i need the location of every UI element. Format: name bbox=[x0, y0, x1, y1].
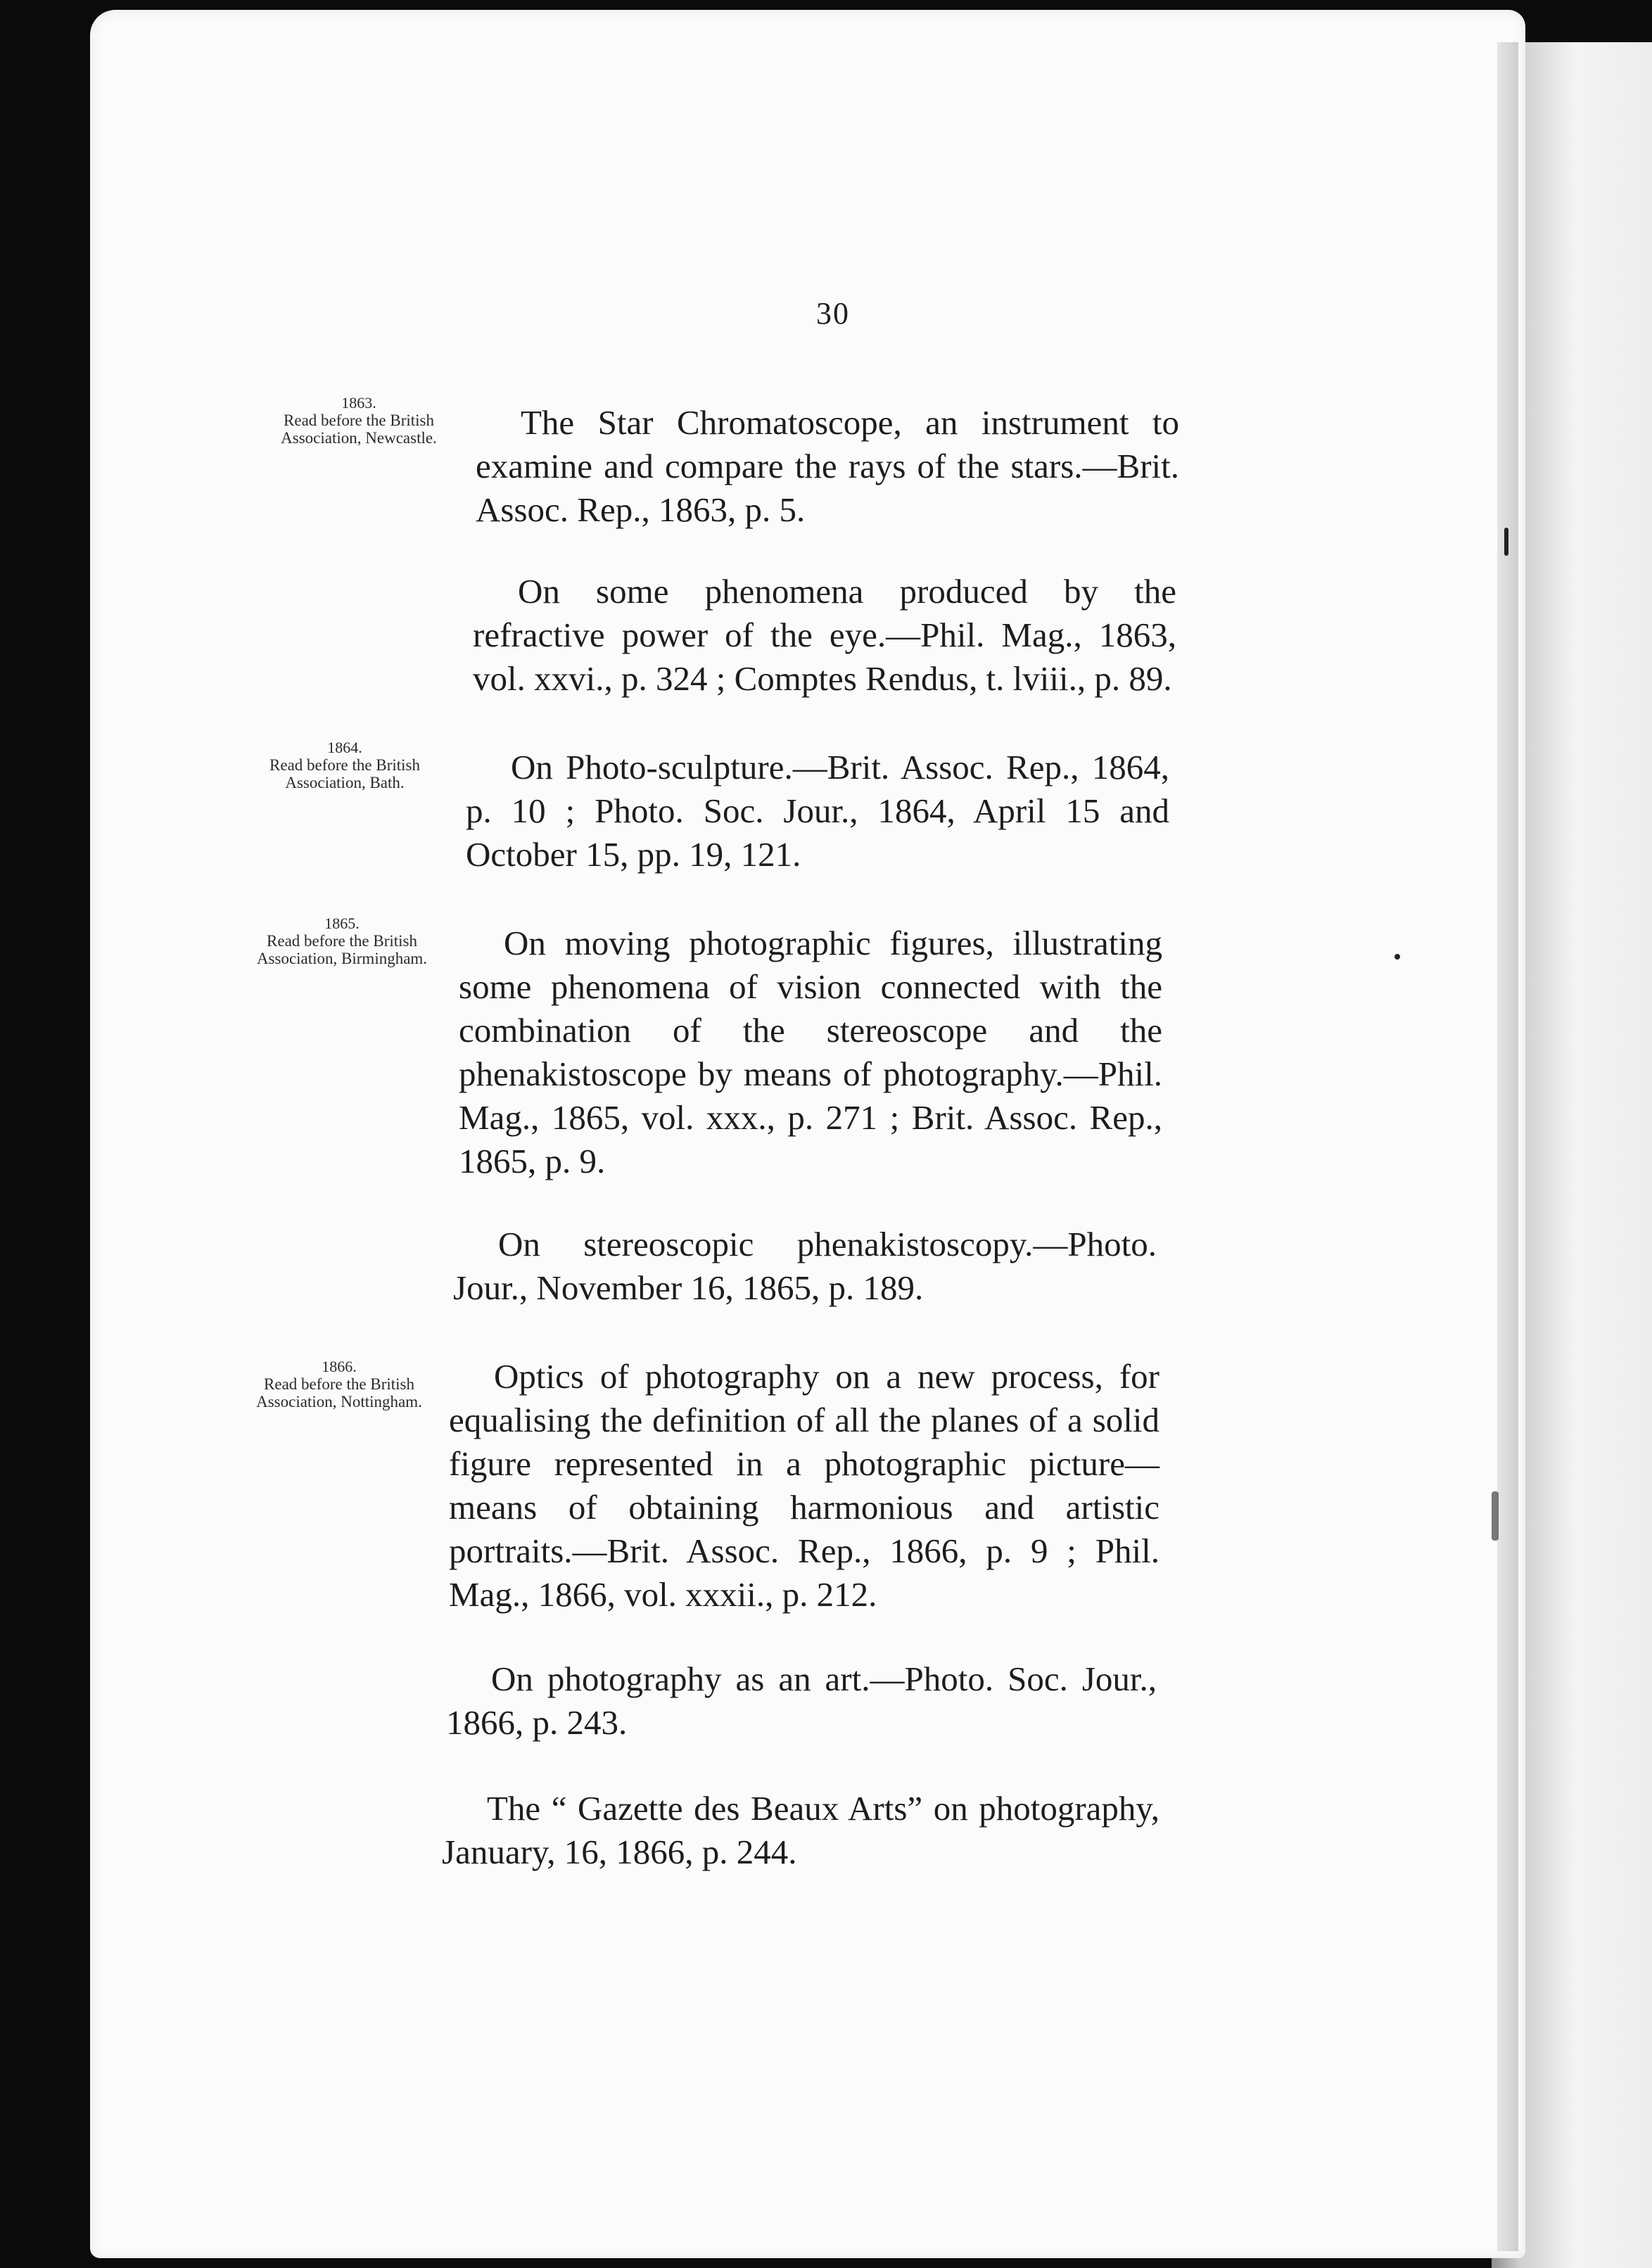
entry-text: On Photo-sculpture.—Brit. Assoc. Rep., 1864, p. 10 ; Photo. Soc. Jour., 1864, April 15 and October 15, pp. 19, 121. bbox=[466, 748, 1169, 874]
bibliography-entry bbox=[466, 746, 1169, 877]
margin-note-text: Read before the British Association, Bath. bbox=[269, 756, 420, 791]
entry-text: The “ Gazette des Beaux Arts” on photography, January, 16, 1866, p. 244. bbox=[442, 1789, 1159, 1871]
margin-note-text: Read before the British Association, Birmingham. bbox=[256, 932, 428, 967]
entry-text: On photography as an art.—Photo. Soc. Jour., 1866, p. 243. bbox=[446, 1659, 1157, 1742]
margin-note-1864 bbox=[253, 739, 436, 791]
entry-text: On moving photographic figures, illustrating some phenomena of vision connected with the combination of the stereoscope and the phenakistoscope by means of photography.—Phil. Mag., 1865, vol. xxx., p. 271 ; Brit. Assoc. Rep., 1865, p. 9. bbox=[459, 924, 1162, 1180]
page-number: 30 bbox=[816, 296, 850, 331]
entry-text: The Star Chromatoscope, an instrument to examine and compare the rays of the stars.—Brit. Assoc. Rep., 1863, p. 5. bbox=[476, 403, 1179, 529]
entry-text: On stereoscopic phenakistoscopy.—Photo. Jour., November 16, 1865, p. 189. bbox=[453, 1225, 1157, 1307]
bibliography-entry bbox=[473, 570, 1176, 701]
bibliography-entry bbox=[449, 1355, 1159, 1617]
margin-note-year: 1865. bbox=[324, 915, 360, 932]
bibliography-entry bbox=[442, 1787, 1159, 1874]
bibliography-entry bbox=[476, 401, 1179, 532]
margin-note-year: 1866. bbox=[322, 1358, 357, 1375]
margin-note-text: Read before the British Association, Nottingham. bbox=[256, 1375, 422, 1410]
bibliography-entry bbox=[446, 1657, 1157, 1745]
margin-note-year: 1864. bbox=[327, 739, 362, 756]
paper-speck bbox=[1394, 954, 1400, 960]
entry-text: Optics of photography on a new process, for equalising the definition of all the planes of a solid figure represented in a photographic picture—means of obtaining harmonious and artistic portraits.—Brit. Assoc. Rep., 1866, p. 9 ; Phil. Mag., 1866, vol. xxxii., p. 212. bbox=[449, 1357, 1159, 1614]
margin-note-1866 bbox=[248, 1358, 431, 1410]
page-edge-shadow bbox=[1497, 42, 1518, 2251]
margin-note-year: 1863. bbox=[341, 394, 376, 412]
margin-note-1865 bbox=[250, 915, 433, 967]
margin-note-1863 bbox=[267, 394, 450, 447]
entry-text: On some phenomena produced by the refractive power of the eye.—Phil. Mag., 1863, vol. xxvi., p. 324 ; Comptes Rendus, t. lviii., p. 89. bbox=[473, 572, 1176, 698]
bibliography-entry bbox=[453, 1223, 1157, 1310]
paper-speck bbox=[1492, 1491, 1499, 1541]
margin-note-text: Read before the British Association, Newcastle. bbox=[281, 412, 437, 447]
bibliography-entry bbox=[459, 922, 1162, 1183]
paper-speck bbox=[1504, 528, 1508, 556]
